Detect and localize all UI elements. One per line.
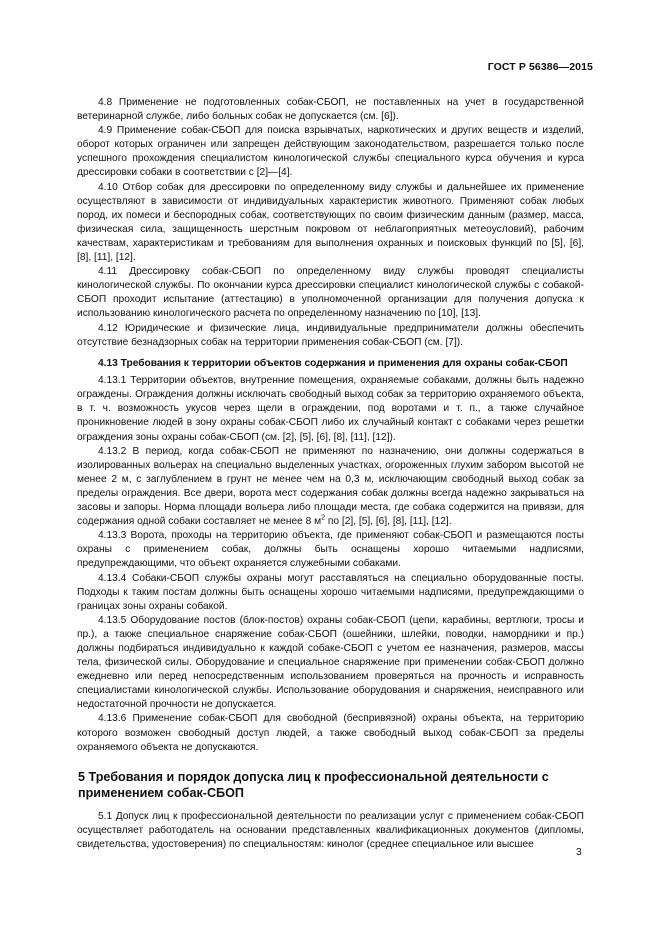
paragraph-4-13-2-refs: по [2], [5], [6], [8], [11], [12]. <box>325 516 452 528</box>
paragraph-4-13-6: 4.13.6 Применение собак-СБОП для свободной (беспривязной) охраны объекта, на территорию которого возможен свободный доступ людей, а также свободный выход собак-СБОП за пределы охраняемого объекта не допускаются. <box>77 713 584 753</box>
paragraph-4-13-3: 4.13.3 Ворота, проходы на территорию объекта, где применяют собак-СБОП и размещаются посты охраны с применением собак, должны быть оснащены хорошо читаемыми надписями, предупреждающими, что объект охраняется служебными собаками. <box>77 530 584 570</box>
paragraph-4-12: 4.12 Юридические и физические лица, индивидуальные предприниматели должны обеспечить отсутствие безнадзорных собак на территории применения собак-СБОП (см. [7]). <box>77 322 584 348</box>
subsection-heading-4-13: 4.13 Требования к территории объектов содержания и применения для охраны собак-СБОП <box>98 357 568 369</box>
page-number: 3 <box>576 847 582 858</box>
paragraph-5-1: 5.1 Допуск лиц к профессиональной деятельности по реализации услуг с применением собак-СБОП осуществляет работодатель на основании представленных квалификационных документов (дипломы, свидетельства, удостоверения) по специальностям: кинолог (среднее специальное или высшее <box>77 810 584 850</box>
paragraph-4-8: 4.8 Применение не подготовленных собак-СБОП, не поставленных на учет в государственной ветеринарной службе, либо больных собак не допускается (см. [6]). <box>77 97 584 123</box>
paragraph-4-11: 4.11 Дрессировку собак-СБОП по определенному виду службы проводят специалисты кинологической службы. По окончании курса дрессировки специалист кинологической службы с собакой-СБОП проходит испытание (аттестацию) в уполномоченной организации для получения допуска к использованию кинологического расчета по определенному назначению по [10], [13]. <box>77 266 584 320</box>
paragraph-4-13-4: 4.13.4 Собаки-СБОП службы охраны могут расставляться на специально оборудованные посты. Подходы к таким постам должны быть оснащены хорошо читаемыми надписями, предупреждающими о границах зоны охраны собакой. <box>77 572 584 612</box>
paragraph-4-13-2 <box>77 445 584 530</box>
document-body <box>77 96 584 852</box>
paragraph-4-9: 4.9 Применение собак-СБОП для поиска взрывчатых, наркотических и других веществ и изделий, оборот которых ограничен или запрещен действующим законодательством, разрешается только после успешного прохождения специалистом кинологической службы специального курса обучения и курса дрессировки собаки в соответствии с [2]—[4]. <box>77 125 584 179</box>
paragraph-4-13-1: 4.13.1 Территории объектов, внутренние помещения, охраняемые собаками, должны быть надежно ограждены. Ограждения должны исключать свободный выход собак за территорию охраняемого объекта, в т. ч. возможность укусов через щели в ограждении, под воротами и т. п., а также случайное проникновение людей в зону охраны собак-СБОП либо их случайный контакт с собаками через решетки ограждения зоны охраны собак-СБОП (см. [2], [5], [6], [8], [11], [12]). <box>77 375 584 443</box>
paragraph-4-10: 4.10 Отбор собак для дрессировки по определенному виду службы и дальнейшее их применение осуществляют в зависимости от индивидуальных характеристик животного. Применяют собак любых пород, их помеси и беспородных собак, соответствующих по своим физическим данным (размер, масса, физическая сила, защищенность шерстным покровом от неблагоприятных метеоусловий), рабочим качествам, характеристикам и требованиям для выполнения охранных и поисковых функций по [5], [6], [8], [11], [12]. <box>77 181 584 264</box>
paragraph-4-13-2-text: 4.13.2 В период, когда собак-СБОП не применяют по назначению, они должны содержаться в изолированных вольерах на специально выделенных участках, огороженных глухим забором высотой не менее 2 м, с заглублением в грунт не менее чем на 0,3 м, исключающим свободный выход собак за пределы ограждения. Все двери, ворота мест содержания собак должны всегда надежно закрываться на засовы и запоры. Норма площади вольера либо площади места, где собака содержится на привязи, для содержания одной собаки составляет не менее 8 м <box>77 445 584 528</box>
superscript-square: 2 <box>321 514 326 522</box>
standard-code: ГОСТ Р 56386—2015 <box>487 61 593 73</box>
section-heading-5: 5 Требования и порядок допуска лиц к профессиональной деятельности с применением собак-СБОП <box>78 769 549 800</box>
paragraph-4-13-5: 4.13.5 Оборудование постов (блок-постов) охраны собак-СБОП (цепи, карабины, вертлюги, тросы и пр.), а также специальное снаряжение собак-СБОП (ошейники, шлейки, поводки, намордники и пр.) должны подбираться индивидуально к каждой собаке-СБОП с учетом ее назначения, размеров, массы тела, физической силы. Оборудование и специальное снаряжение при применении собак-СБОП должно ежедневно или перед непосредственным использованием проверяться на прочность и исправность специалистами кинологической службы. Использование оборудования и снаряжения, неисправного или недостаточной прочности не допускается. <box>77 614 584 711</box>
